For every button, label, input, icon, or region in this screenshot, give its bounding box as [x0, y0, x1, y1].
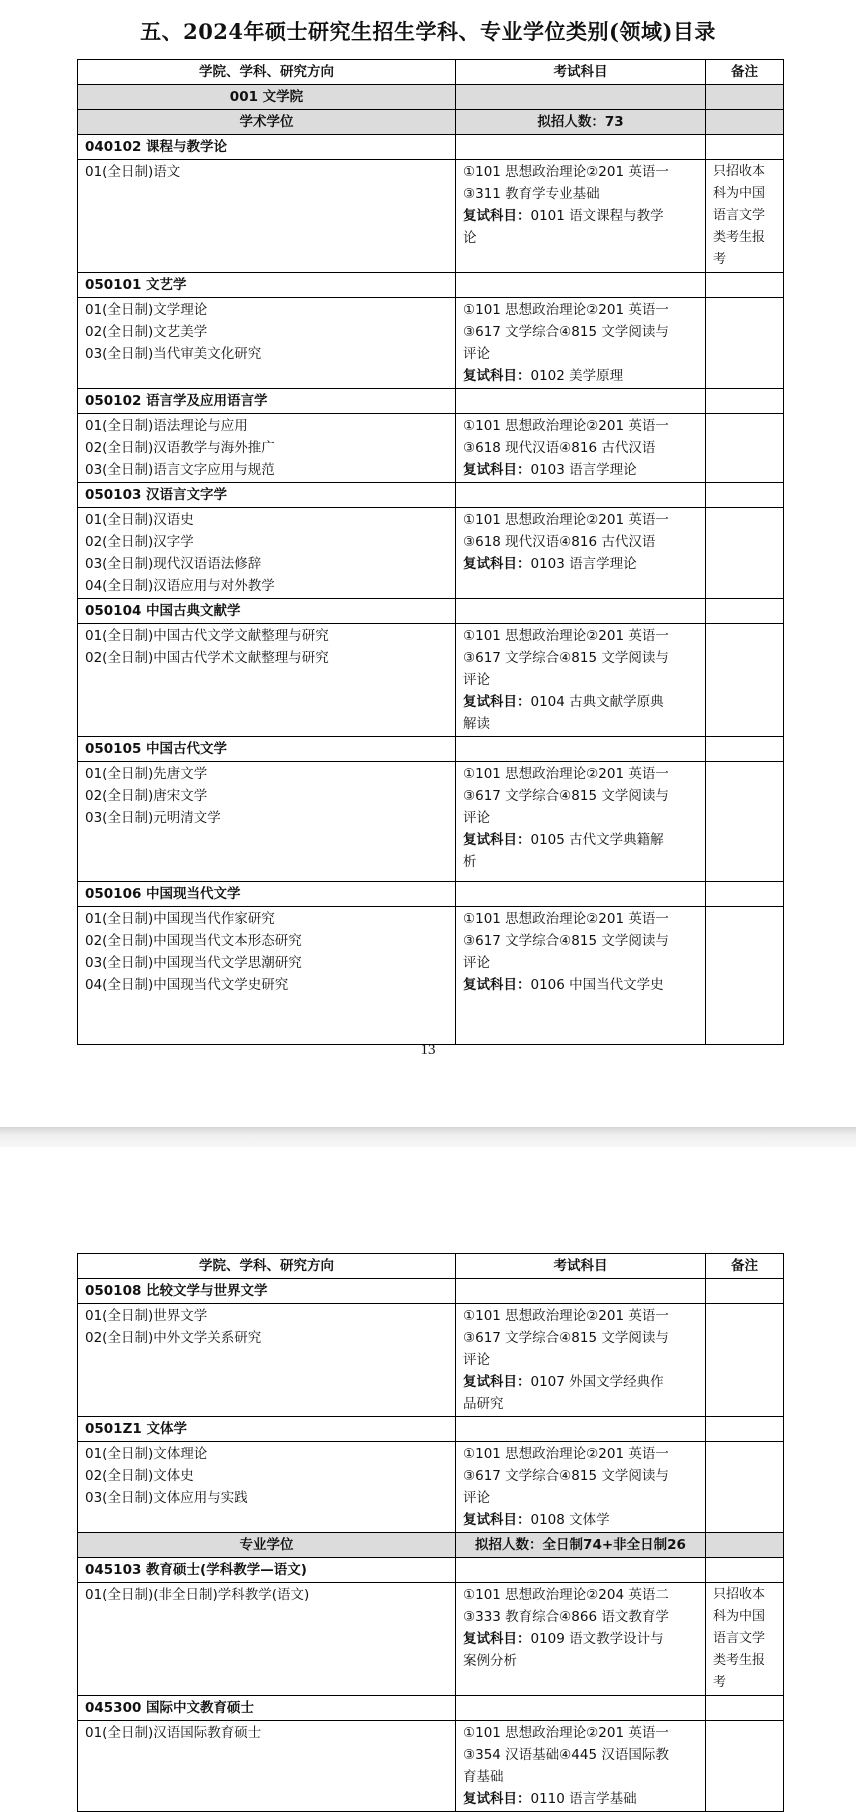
degree-type-row [78, 1533, 784, 1558]
retest-label: 复试科目： [463, 368, 531, 384]
exam-line: ③617 文学综合④815 文学阅读与 [463, 1468, 669, 1484]
retest-line [463, 713, 698, 735]
major-detail-row [78, 160, 784, 273]
exam-line: 评论 [463, 1352, 490, 1368]
exam-line: ①101 思想政治理论②201 英语一 [463, 418, 669, 434]
exam-line: ①101 思想政治理论②201 英语一 [463, 1446, 669, 1462]
exam-line: ①101 思想政治理论②201 英语一 [463, 628, 669, 644]
direction-item: 02(全日制)汉字学 [85, 534, 194, 550]
direction-item: 01(全日制)中国现当代作家研究 [85, 911, 275, 927]
retest-text: 0108 文体学 [530, 1512, 610, 1528]
major-name: 050103 汉语言文字学 [78, 483, 456, 508]
direction-item: 02(全日制)文艺美学 [85, 324, 208, 340]
research-directions [78, 762, 456, 882]
degree-type-label: 学术学位 [78, 110, 456, 135]
direction-item: 01(全日制)汉语国际教育硕士 [85, 1725, 262, 1741]
retest-line [463, 974, 698, 996]
research-directions [78, 1304, 456, 1417]
retest-label: 复试科目： [463, 1631, 531, 1647]
retest-text: 析 [463, 854, 477, 870]
direction-item: 02(全日制)文体史 [85, 1468, 194, 1484]
major-detail-row [78, 762, 784, 882]
major-name: 045103 教育硕士(学科教学—语文) [78, 1558, 456, 1583]
exam-line: ③617 文学综合④815 文学阅读与 [463, 788, 669, 804]
retest-line [463, 691, 698, 713]
page-number: 13 [420, 1042, 436, 1058]
exam-line: ①101 思想政治理论②201 英语一 [463, 1725, 669, 1741]
col-header-remark: 备注 [706, 1254, 784, 1279]
major-detail-row [78, 508, 784, 599]
retest-text: 品研究 [463, 1396, 504, 1412]
exam-subjects [456, 508, 706, 599]
retest-line [463, 1371, 698, 1393]
exam-line: 评论 [463, 1490, 490, 1506]
major-header-row [78, 1696, 784, 1721]
major-header-row [78, 389, 784, 414]
retest-label: 复试科目： [463, 694, 531, 710]
direction-item: 02(全日制)中国现当代文本形态研究 [85, 933, 302, 949]
research-directions [78, 1583, 456, 1696]
page2-majors [78, 1279, 784, 1533]
remark-note: 只招收本科为中国语言文学类考生报考 [706, 160, 784, 273]
direction-item: 01(全日制)文学理论 [85, 302, 208, 318]
exam-subjects [456, 1721, 706, 1812]
retest-line [463, 1628, 698, 1650]
retest-label: 复试科目： [463, 832, 531, 848]
exam-line: ③311 教育学专业基础 [463, 186, 600, 202]
catalog-table-page-14 [77, 1253, 784, 1812]
direction-item: 02(全日制)中外文学关系研究 [85, 1330, 262, 1346]
major-header-row [78, 1279, 784, 1304]
exam-subjects [456, 907, 706, 1045]
major-detail-row [78, 298, 784, 389]
retest-line [463, 227, 698, 249]
major-name: 045300 国际中文教育硕士 [78, 1696, 456, 1721]
retest-text: 0107 外国文学经典作 [530, 1374, 664, 1390]
major-detail-row [78, 414, 784, 483]
exam-subjects [456, 1583, 706, 1696]
major-detail-row [78, 1583, 784, 1696]
direction-item: 01(全日制)文体理论 [85, 1446, 208, 1462]
retest-line [463, 851, 698, 873]
col-header-exam: 考试科目 [456, 1254, 706, 1279]
direction-item: 01(全日制)汉语史 [85, 512, 194, 528]
retest-label: 复试科目： [463, 1512, 531, 1528]
exam-line: 育基础 [463, 1769, 504, 1785]
page1-majors [78, 135, 784, 1045]
exam-subjects [456, 1442, 706, 1533]
col-header-college: 学院、学科、研究方向 [78, 1254, 456, 1279]
retest-line [463, 1788, 698, 1810]
research-directions [78, 624, 456, 737]
exam-line: ①101 思想政治理论②201 英语一 [463, 302, 669, 318]
exam-line: ③333 教育综合④866 语文教育学 [463, 1609, 669, 1625]
exam-line: ①101 思想政治理论②201 英语一 [463, 164, 669, 180]
major-name: 050104 中国古典文献学 [78, 599, 456, 624]
retest-text: 0102 美学原理 [530, 368, 624, 384]
major-detail-row [78, 1721, 784, 1812]
retest-text: 案例分析 [463, 1653, 517, 1669]
retest-label: 复试科目： [463, 462, 531, 478]
exam-subjects [456, 624, 706, 737]
college-row [78, 85, 784, 110]
remark-note: 只招收本科为中国语言文学类考生报考 [706, 1583, 784, 1696]
research-directions [78, 414, 456, 483]
research-directions [78, 160, 456, 273]
major-header-row [78, 483, 784, 508]
exam-line: ①101 思想政治理论②201 英语一 [463, 766, 669, 782]
exam-subjects [456, 160, 706, 273]
page-break [0, 1127, 856, 1147]
exam-line: ③618 现代汉语④816 古代汉语 [463, 440, 656, 456]
direction-item: 01(全日制)(非全日制)学科教学(语文) [85, 1587, 310, 1603]
retest-line [463, 365, 698, 387]
retest-text: 0110 语言学基础 [530, 1791, 637, 1807]
major-header-row [78, 1558, 784, 1583]
major-header-row [78, 135, 784, 160]
col-header-remark: 备注 [706, 60, 784, 85]
retest-text: 论 [463, 230, 477, 246]
retest-label: 复试科目： [463, 208, 531, 224]
major-detail-row [78, 1304, 784, 1417]
direction-item: 01(全日制)先唐文学 [85, 766, 208, 782]
table-header-row [78, 60, 784, 85]
retest-line [463, 1509, 698, 1531]
degree-type-label: 专业学位 [78, 1533, 456, 1558]
retest-text: 0101 语文课程与教学 [530, 208, 664, 224]
major-name: 050102 语言学及应用语言学 [78, 389, 456, 414]
page-title: 五、2024年硕士研究生招生学科、专业学位类别(领域)目录 [140, 19, 716, 44]
exam-line: ①101 思想政治理论②204 英语二 [463, 1587, 669, 1603]
retest-text: 0103 语言学理论 [530, 462, 637, 478]
major-name: 050101 文艺学 [78, 273, 456, 298]
exam-line: ③617 文学综合④815 文学阅读与 [463, 324, 669, 340]
retest-line [463, 1393, 698, 1415]
retest-line [463, 553, 698, 575]
exam-line: ③617 文学综合④815 文学阅读与 [463, 933, 669, 949]
major-header-row [78, 737, 784, 762]
research-directions [78, 1721, 456, 1812]
retest-label: 复试科目： [463, 1374, 531, 1390]
direction-item: 02(全日制)中国古代学术文献整理与研究 [85, 650, 329, 666]
direction-item: 02(全日制)唐宋文学 [85, 788, 208, 804]
retest-text: 0106 中国当代文学史 [530, 977, 664, 993]
major-header-row [78, 599, 784, 624]
exam-line: 评论 [463, 955, 490, 971]
table-header-row [78, 1254, 784, 1279]
exam-line: 评论 [463, 672, 490, 688]
catalog-table-page-13 [77, 59, 784, 1045]
major-header-row [78, 1417, 784, 1442]
direction-item: 01(全日制)语法理论与应用 [85, 418, 248, 434]
retest-label: 复试科目： [463, 1791, 531, 1807]
retest-text: 解读 [463, 716, 490, 732]
direction-item: 04(全日制)中国现当代文学史研究 [85, 977, 289, 993]
major-name: 050108 比较文学与世界文学 [78, 1279, 456, 1304]
retest-line [463, 1650, 698, 1672]
retest-line [463, 829, 698, 851]
major-detail-row [78, 907, 784, 1045]
exam-line: 评论 [463, 810, 490, 826]
exam-subjects [456, 298, 706, 389]
exam-line: ③617 文学综合④815 文学阅读与 [463, 650, 669, 666]
exam-subjects [456, 414, 706, 483]
major-name: 050105 中国古代文学 [78, 737, 456, 762]
exam-line: 评论 [463, 346, 490, 362]
exam-line: ①101 思想政治理论②201 英语一 [463, 1308, 669, 1324]
retest-text: 0104 古典文献学原典 [530, 694, 664, 710]
direction-item: 03(全日制)元明清文学 [85, 810, 221, 826]
degree-type-row [78, 110, 784, 135]
direction-item: 01(全日制)中国古代文学文献整理与研究 [85, 628, 329, 644]
professional-majors [78, 1558, 784, 1812]
major-detail-row [78, 1442, 784, 1533]
exam-subjects [456, 1304, 706, 1417]
retest-text: 0103 语言学理论 [530, 556, 637, 572]
direction-item: 03(全日制)文体应用与实践 [85, 1490, 248, 1506]
major-name: 050106 中国现当代文学 [78, 882, 456, 907]
retest-label: 复试科目： [463, 977, 531, 993]
exam-line: ①101 思想政治理论②201 英语一 [463, 911, 669, 927]
exam-line: ③354 汉语基础④445 汉语国际教 [463, 1747, 669, 1763]
direction-item: 03(全日制)语言文字应用与规范 [85, 462, 275, 478]
major-name: 040102 课程与教学论 [78, 135, 456, 160]
retest-text: 0109 语文教学设计与 [530, 1631, 664, 1647]
enrollment-quota: 拟招人数：73 [456, 110, 706, 135]
exam-line: ③618 现代汉语④816 古代汉语 [463, 534, 656, 550]
direction-item: 02(全日制)汉语教学与海外推广 [85, 440, 275, 456]
direction-item: 03(全日制)当代审美文化研究 [85, 346, 262, 362]
exam-line: ①101 思想政治理论②201 英语一 [463, 512, 669, 528]
retest-line [463, 459, 698, 481]
major-header-row [78, 273, 784, 298]
direction-item: 01(全日制)世界文学 [85, 1308, 208, 1324]
retest-label: 复试科目： [463, 556, 531, 572]
research-directions [78, 508, 456, 599]
col-header-exam: 考试科目 [456, 60, 706, 85]
major-detail-row [78, 624, 784, 737]
exam-subjects [456, 762, 706, 882]
college-name: 001 文学院 [78, 85, 456, 110]
research-directions [78, 298, 456, 389]
major-header-row [78, 882, 784, 907]
col-header-college: 学院、学科、研究方向 [78, 60, 456, 85]
research-directions [78, 1442, 456, 1533]
retest-text: 0105 古代文学典籍解 [530, 832, 664, 848]
direction-item: 04(全日制)汉语应用与对外教学 [85, 578, 275, 594]
enrollment-quota: 拟招人数：全日制74+非全日制26 [456, 1533, 706, 1558]
direction-item: 03(全日制)中国现当代文学思潮研究 [85, 955, 302, 971]
retest-line [463, 205, 698, 227]
exam-line: ③617 文学综合④815 文学阅读与 [463, 1330, 669, 1346]
major-name: 0501Z1 文体学 [78, 1417, 456, 1442]
direction-item: 01(全日制)语文 [85, 164, 181, 180]
direction-item: 03(全日制)现代汉语语法修辞 [85, 556, 262, 572]
research-directions [78, 907, 456, 1045]
